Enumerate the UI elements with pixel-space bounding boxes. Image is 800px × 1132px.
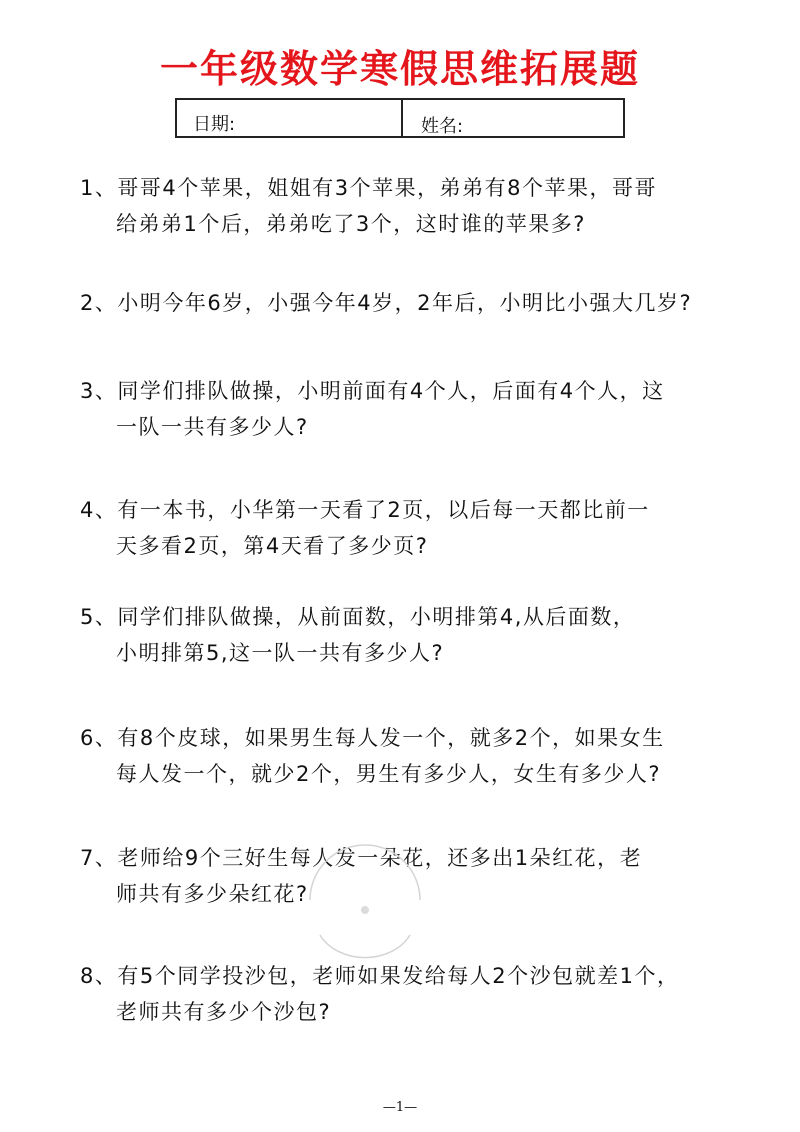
question-6-line-2: 每人发一个，就少2个，男生有多少人，女生有多少人?	[116, 762, 662, 786]
question-3-line-1: 3、同学们排队做操，小明前面有4个人，后面有4个人，这	[80, 379, 665, 403]
page-number: —1—	[382, 1100, 418, 1115]
question-4-line-1: 4、有一本书，小华第一天看了2页，以后每一天都比前一	[80, 498, 650, 522]
question-7-line-1: 7、老师给9个三好生每人发一朵花，还多出1朵红花，老	[80, 846, 643, 870]
question-5-line-2: 小明排第5,这一队一共有多少人?	[116, 641, 445, 665]
question-6	[80, 720, 760, 792]
watermark-stamp	[290, 840, 440, 970]
question-2	[80, 285, 760, 321]
question-1	[80, 170, 760, 242]
question-1-line-1: 1、哥哥4个苹果，姐姐有3个苹果，弟弟有8个苹果，哥哥	[80, 176, 657, 200]
question-6-line-1: 6、有8个皮球，如果男生每人发一个，就多2个，如果女生	[80, 726, 665, 750]
question-1-line-2: 给弟弟1个后，弟弟吃了3个，这时谁的苹果多?	[116, 212, 586, 236]
info-box	[175, 98, 625, 138]
page-title: 一年级数学寒假思维拓展题	[159, 47, 640, 91]
question-3-line-2: 一队一共有多少人?	[116, 415, 309, 439]
question-4	[80, 492, 760, 564]
question-5	[80, 599, 760, 671]
name-cell[interactable]	[403, 100, 623, 136]
question-7-line-2: 师共有多少朵红花?	[116, 882, 309, 906]
question-8-line-2: 老师共有多少个沙包?	[116, 1000, 332, 1024]
question-8-line-1: 8、有5个同学投沙包，老师如果发给每人2个沙包就差1个，	[80, 964, 680, 988]
question-2-line-1: 2、小明今年6岁，小强今年4岁，2年后，小明比小强大几岁?	[80, 291, 693, 315]
date-cell[interactable]	[177, 100, 403, 136]
date-label: 日期:	[193, 114, 236, 135]
question-4-line-2: 天多看2页，第4天看了多少页?	[116, 534, 429, 558]
name-label: 姓名:	[421, 116, 464, 137]
question-3	[80, 373, 760, 445]
question-5-line-1: 5、同学们排队做操，从前面数，小明排第4,从后面数，	[80, 605, 636, 629]
